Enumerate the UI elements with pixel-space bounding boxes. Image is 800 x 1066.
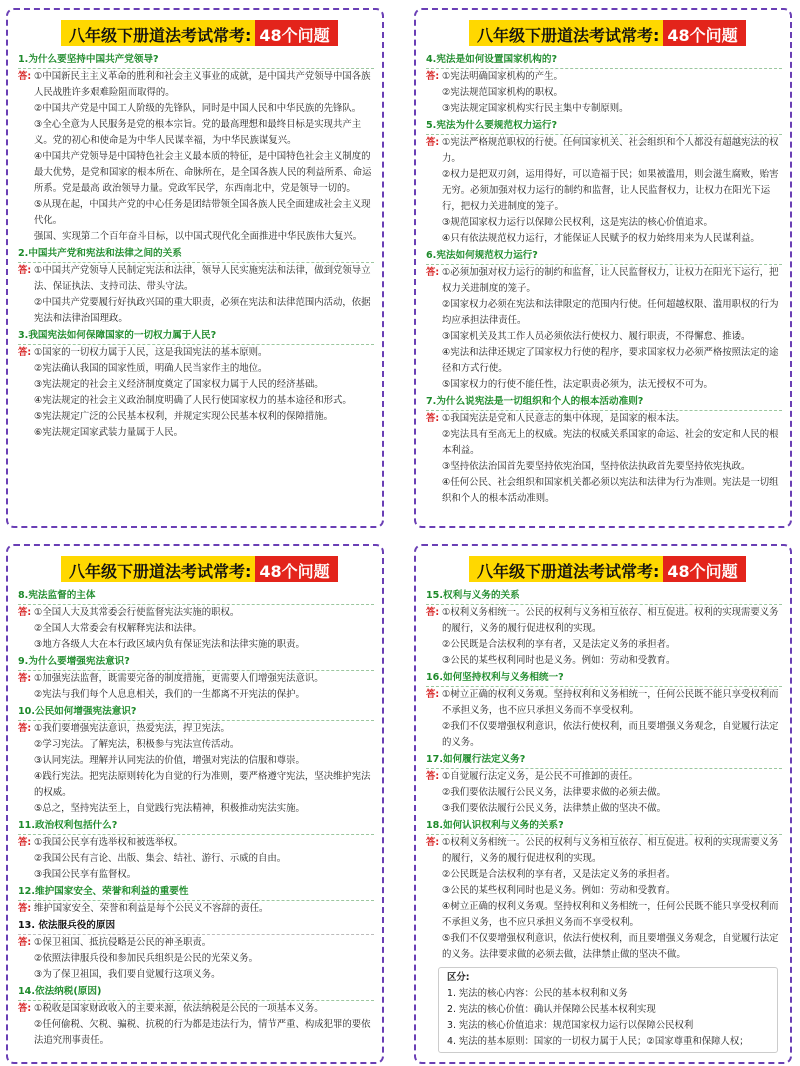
answer-item: ⑤总之，坚持宪法至上，自觉践行宪法精神，积极推动宪法实施。 bbox=[34, 803, 305, 814]
distinction-label: 区分: bbox=[447, 972, 470, 983]
answer-item: ②我国公民有言论、出版、集会、结社、游行、示威的自由。 bbox=[34, 853, 287, 864]
answer-key: 答: bbox=[18, 347, 32, 358]
answer-line bbox=[18, 721, 374, 737]
answer-item: ④树立正确的权利义务观。坚持权利和义务相统一，任何公民既不能只享受权利而不承担义务，也不应只承担义务而不享受权利。 bbox=[442, 901, 779, 928]
answer-key: 答: bbox=[18, 673, 32, 684]
answer-item: ②中国共产党是中国工人阶级的先锋队，同时是中国人民和中华民族的先锋队。 bbox=[34, 103, 362, 114]
answer-item: ③国家机关及其工作人员必须依法行使权力、履行职责，不得懈怠、推诿。 bbox=[442, 331, 751, 342]
answer-item: ②全国人大常委会有权解释宪法和法律。 bbox=[34, 623, 202, 634]
answer-item: ②我们不仅要增强权利意识，依法行使权利，而且要增强义务观念，自觉履行法定的义务。 bbox=[442, 721, 779, 748]
answer-text: ①权利义务相统一。公民的权利与义务相互依存、相互促进。权利的实现需要义务的履行，义务的履行促进权利的实现。 bbox=[442, 607, 779, 634]
answer-item: ③坚持依法治国首先要坚持依宪治国，坚持依法执政首先要坚持依宪执政。 bbox=[442, 461, 751, 472]
answer-item: ⑤我们不仅要增强权利意识，依法行使权利，而且要增强义务观念，自觉履行法定的义务。法律要求做的必须去做，法律禁止做的坚决不做。 bbox=[442, 933, 779, 960]
question-heading: 7.为什么说宪法是一切组织和个人的根本活动准则? bbox=[426, 394, 782, 411]
answer-line bbox=[426, 835, 782, 867]
card-title bbox=[61, 20, 329, 46]
question-heading: 11.政治权利包括什么? bbox=[18, 818, 374, 835]
question-heading: 10.公民如何增强宪法意识? bbox=[18, 704, 374, 721]
answer-item: ③宪法规定国家机构实行民主集中专制原则。 bbox=[442, 103, 629, 114]
answer-line bbox=[18, 835, 374, 851]
distinction-item: 2. 宪法的核心价值：确认并保障公民基本权利实现 bbox=[447, 1004, 656, 1015]
question-heading: 3.我国宪法如何保障国家的一切权力属于人民? bbox=[18, 328, 374, 345]
answer-item: ③全心全意为人民服务是党的根本宗旨。党的最高理想和最终目标是实现共产主义。党的初心和使命是为中华人民谋幸福，为中华民族谋复兴。 bbox=[34, 119, 362, 146]
question-heading: 1.为什么要坚持中国共产党领导? bbox=[18, 52, 374, 69]
answer-key: 答: bbox=[18, 903, 32, 914]
answer-key: 答: bbox=[18, 607, 32, 618]
card-title bbox=[61, 556, 329, 582]
answer-line bbox=[18, 69, 374, 101]
answer-item: ④任何公民、社会组织和国家机关都必须以宪法和法律为行为准则。宪法是一切组织和个人的根本活动准则。 bbox=[442, 477, 779, 504]
question-heading: 6.宪法如何规范权力运行? bbox=[426, 248, 782, 265]
answer-key: 答: bbox=[426, 607, 440, 618]
question-heading: 13. 依法服兵役的原因 bbox=[18, 918, 374, 935]
card-content bbox=[8, 52, 382, 441]
answer-text: ①自觉履行法定义务，是公民不可推卸的责任。 bbox=[442, 771, 638, 782]
answer-text: ①税收是国家财政收入的主要来源，依法纳税是公民的一项基本义务。 bbox=[34, 1003, 324, 1014]
answer-item: ②依照法律服兵役和参加民兵组织是公民的光荣义务。 bbox=[34, 953, 259, 964]
answer-item: ④只有依法规范权力运行，才能保证人民赋予的权力始终用来为人民谋利益。 bbox=[442, 233, 760, 244]
answer-line bbox=[426, 769, 782, 785]
answer-item: ④宪法规定的社会主义政治制度明确了人民行使国家权力的基本途径和形式。 bbox=[34, 395, 352, 406]
answer-line bbox=[18, 1001, 374, 1017]
answer-item: ⑤从现在起，中国共产党的中心任务是团结带领全国各族人民全面建成社会主义现代化。 bbox=[34, 199, 371, 226]
card-title bbox=[469, 20, 737, 46]
question-heading: 9.为什么要增强宪法意识? bbox=[18, 654, 374, 671]
question-heading: 12.维护国家安全、荣誉和利益的重要性 bbox=[18, 884, 374, 901]
answer-item: ②宪法确认我国的国家性质，明确人民当家作主的地位。 bbox=[34, 363, 268, 374]
answer-item: ②公民既是合法权利的享有者，又是法定义务的承担者。 bbox=[442, 639, 676, 650]
answer-line bbox=[426, 605, 782, 637]
card-title-highlight: 48个问题 bbox=[255, 20, 337, 46]
answer-text: ①必须加强对权力运行的制约和监督，让人民监督权力，让权力在阳光下运行，把权力关进制度的笼子。 bbox=[442, 267, 779, 294]
card-content bbox=[416, 52, 790, 507]
card-title-main: 八年级下册道法考试常考: bbox=[61, 20, 255, 46]
card-title-highlight: 48个问题 bbox=[663, 556, 745, 582]
answer-item: 强国、实现第二个百年奋斗目标，以中国式现代化全面推进中华民族伟大复兴。 bbox=[34, 231, 363, 242]
answer-key: 答: bbox=[426, 771, 440, 782]
answer-item: ④践行宪法。把宪法原则转化为自觉的行为准则，要严格遵守宪法，坚决维护宪法的权威。 bbox=[34, 771, 371, 798]
card-1 bbox=[6, 8, 384, 528]
answer-key: 答: bbox=[18, 723, 32, 734]
answer-key: 答: bbox=[18, 71, 32, 82]
answer-item: ②宪法与我们每个人息息相关，我们的一生都离不开宪法的保护。 bbox=[34, 689, 305, 700]
answer-text: ①宪法明确国家机构的产生。 bbox=[442, 71, 563, 82]
question-heading: 16.如何坚持权利与义务相统一? bbox=[426, 670, 782, 687]
answer-text: ①中国共产党领导人民制定宪法和法律，领导人民实施宪法和法律，做到党领导立法、保证执法、支持司法、带头守法。 bbox=[34, 265, 371, 292]
answer-item: ②任何偷税、欠税、骗税、抗税的行为都是违法行为，情节严重、构成犯罪的要依法追究刑事责任。 bbox=[34, 1019, 371, 1046]
card-title-highlight: 48个问题 bbox=[255, 556, 337, 582]
card-content bbox=[8, 588, 382, 1049]
answer-item: ③规范国家权力运行以保障公民权利，这是宪法的核心价值追求。 bbox=[442, 217, 713, 228]
question-heading: 17.如何履行法定义务? bbox=[426, 752, 782, 769]
question-heading: 4.宪法是如何设置国家机构的? bbox=[426, 52, 782, 69]
answer-key: 答: bbox=[426, 71, 440, 82]
answer-text: ①国家的一切权力属于人民，这是我国宪法的基本原则。 bbox=[34, 347, 268, 358]
card-content bbox=[416, 588, 790, 1053]
answer-text: ①树立正确的权利义务观。坚持权利和义务相统一，任何公民既不能只享受权利而不承担义务，也不应只承担义务而不享受权利。 bbox=[442, 689, 779, 716]
answer-item: ③公民的某些权利同时也是义务。例如：劳动和受教育。 bbox=[442, 885, 676, 896]
answer-key: 答: bbox=[18, 937, 32, 948]
card-3 bbox=[6, 544, 384, 1064]
card-title bbox=[469, 556, 737, 582]
answer-line bbox=[426, 687, 782, 719]
answer-line bbox=[18, 605, 374, 621]
answer-key: 答: bbox=[426, 137, 440, 148]
answer-item: ②公民既是合法权利的享有者，又是法定义务的承担者。 bbox=[442, 869, 676, 880]
answer-item: ②中国共产党要履行好执政兴国的重大职责，必须在宪法和法律范围内活动，依据宪法和法律治国理政。 bbox=[34, 297, 371, 324]
answer-item: ②国家权力必须在宪法和法律限定的范围内行使。任何超越权限、滥用职权的行为均应承担法律责任。 bbox=[442, 299, 779, 326]
card-title-main: 八年级下册道法考试常考: bbox=[469, 556, 663, 582]
question-heading: 18.如何认识权利与义务的关系? bbox=[426, 818, 782, 835]
question-heading: 2.中国共产党和宪法和法律之间的关系 bbox=[18, 246, 374, 263]
answer-line bbox=[18, 901, 374, 917]
answer-key: 答: bbox=[18, 265, 32, 276]
answer-item: ②我们要依法履行公民义务，法律要求做的必须去做。 bbox=[442, 787, 667, 798]
answer-item: ⑤宪法规定广泛的公民基本权利，并规定实现公民基本权利的保障措施。 bbox=[34, 411, 334, 422]
answer-key: 答: bbox=[426, 837, 440, 848]
answer-item: ③宪法规定的社会主义经济制度奠定了国家权力属于人民的经济基础。 bbox=[34, 379, 324, 390]
answer-text: ①权利义务相统一。公民的权利与义务相互依存、相互促进。权利的实现需要义务的履行，义务的履行促进权利的实现。 bbox=[442, 837, 779, 864]
card-2 bbox=[414, 8, 792, 528]
distinction-item: 3. 宪法的核心价值追求：规范国家权力运行以保障公民权利 bbox=[447, 1020, 694, 1031]
answer-text: ①宪法严格规范职权的行使。任何国家机关、社会组织和个人都没有超越宪法的权力。 bbox=[442, 137, 779, 164]
distinction-item: 4. 宪法的基本原则：国家的一切权力属于人民；②国家尊重和保障人权； bbox=[447, 1036, 749, 1047]
question-heading: 8.宪法监督的主体 bbox=[18, 588, 374, 605]
answer-item: ③我国公民享有监督权。 bbox=[34, 869, 137, 880]
answer-text: ①中国新民主主义革命的胜利和社会主义事业的成就，是中国共产党领导中国各族人民战胜许多艰难险阻而取得的。 bbox=[34, 71, 371, 98]
answer-text: ①我国公民享有选举权和被选举权。 bbox=[34, 837, 184, 848]
distinction-box bbox=[438, 967, 778, 1053]
answer-line bbox=[18, 345, 374, 361]
answer-key: 答: bbox=[426, 413, 440, 424]
answer-line bbox=[426, 411, 782, 427]
question-heading: 15.权利与义务的关系 bbox=[426, 588, 782, 605]
card-title-main: 八年级下册道法考试常考: bbox=[469, 20, 663, 46]
answer-item: ③地方各级人大在本行政区域内负有保证宪法和法律实施的职责。 bbox=[34, 639, 305, 650]
answer-key: 答: bbox=[426, 267, 440, 278]
card-4 bbox=[414, 544, 792, 1064]
answer-item: ③公民的某些权利同时也是义务。例如：劳动和受教育。 bbox=[442, 655, 676, 666]
answer-line bbox=[426, 69, 782, 85]
answer-item: ⑥宪法规定国家武装力量属于人民。 bbox=[34, 427, 184, 438]
answer-line bbox=[18, 935, 374, 951]
card-title-main: 八年级下册道法考试常考: bbox=[61, 556, 255, 582]
answer-item: ③认同宪法。理解并认同宪法的价值，增强对宪法的信服和尊崇。 bbox=[34, 755, 305, 766]
answer-text: ①全国人大及其常委会行使监督宪法实施的职权。 bbox=[34, 607, 240, 618]
answer-line bbox=[18, 263, 374, 295]
answer-item: ④宪法和法律还规定了国家权力行使的程序，要求国家权力必须严格按照法定的途径和方式行使。 bbox=[442, 347, 779, 374]
answer-text: ①加强宪法监督，既需要完备的制度措施，更需要人们增强宪法意识。 bbox=[34, 673, 324, 684]
distinction-item: 1. 宪法的核心内容：公民的基本权利和义务 bbox=[447, 988, 628, 999]
answer-text: 维护国家安全、荣誉和利益是每个公民义不容辞的责任。 bbox=[34, 903, 269, 914]
answer-item: ④中国共产党领导是中国特色社会主义最本质的特征，是中国特色社会主义制度的最大优势，是党和国家的根本所在、命脉所在，是全国各族人民的利益所系、命运所系。党是最高 政治领导力量。党政军民学，东西南北中，党是领导一切的。 bbox=[34, 151, 372, 194]
question-heading: 5.宪法为什么要规范权力运行? bbox=[426, 118, 782, 135]
answer-text: ①保卫祖国、抵抗侵略是公民的神圣职责。 bbox=[34, 937, 212, 948]
answer-line bbox=[426, 265, 782, 297]
answer-item: ②宪法具有至高无上的权威。宪法的权威关系国家的命运、社会的安定和人民的根本利益。 bbox=[442, 429, 779, 456]
answer-item: ③我们要依法履行公民义务，法律禁止做的坚决不做。 bbox=[442, 803, 667, 814]
answer-item: ②学习宪法。了解宪法，积极参与宪法宣传活动。 bbox=[34, 739, 240, 750]
answer-key: 答: bbox=[426, 689, 440, 700]
answer-item: ⑤国家权力的行使不能任性，法定职责必须为，法无授权不可为。 bbox=[442, 379, 713, 390]
answer-item: ③为了保卫祖国，我们要自觉履行这项义务。 bbox=[34, 969, 221, 980]
answer-line bbox=[18, 671, 374, 687]
answer-item: ②权力是把双刃剑，运用得好，可以造福于民；如果被滥用，则会滋生腐败，贻害无穷。必须加强对权力运行的制约和监督，让人民监督权力，让权力在阳光下运行，把权力关进制度的笼子。 bbox=[442, 169, 779, 212]
answer-line bbox=[426, 135, 782, 167]
answer-text: ①我们要增强宪法意识，热爱宪法，捍卫宪法。 bbox=[34, 723, 230, 734]
card-title-highlight: 48个问题 bbox=[663, 20, 745, 46]
answer-key: 答: bbox=[18, 1003, 32, 1014]
answer-item: ②宪法规范国家机构的职权。 bbox=[442, 87, 563, 98]
answer-text: ①我国宪法是党和人民意志的集中体现，是国家的根本法。 bbox=[442, 413, 685, 424]
answer-key: 答: bbox=[18, 837, 32, 848]
question-heading: 14.依法纳税(原因) bbox=[18, 984, 374, 1001]
